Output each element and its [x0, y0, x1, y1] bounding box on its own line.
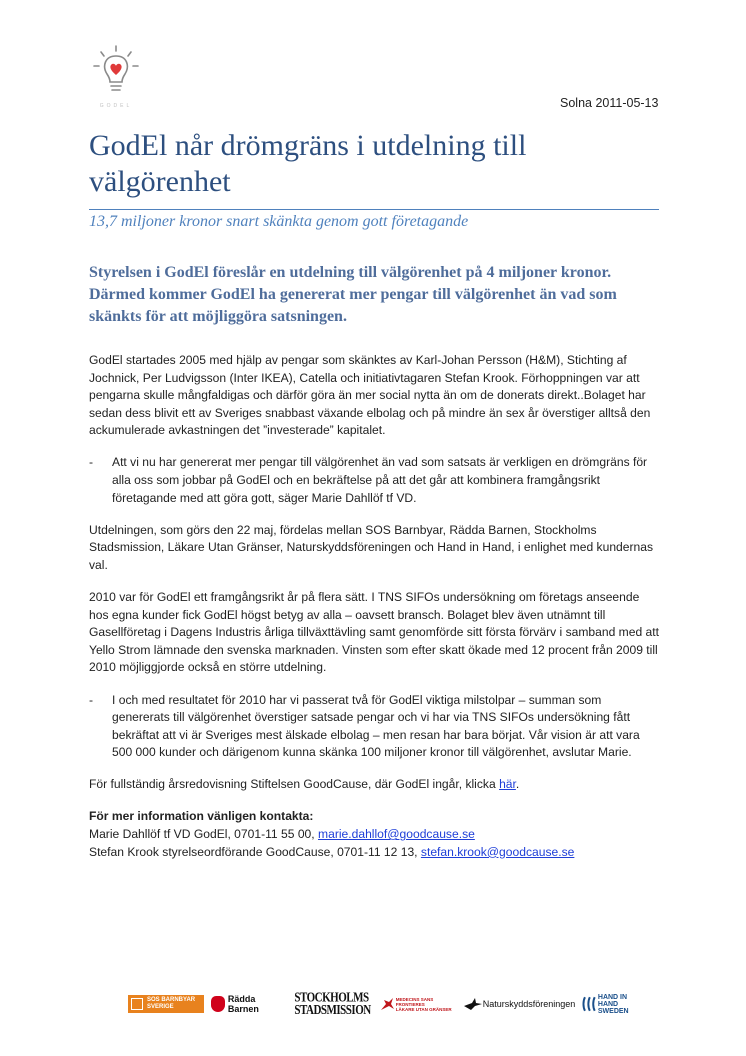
- annual-report-link[interactable]: här: [499, 777, 516, 792]
- contact-stefan-text: Stefan Krook styrelseordförande GoodCause, 0701-11 12 13,: [89, 844, 421, 859]
- radda-barnen-name: Rädda Barnen: [227, 994, 259, 1014]
- stadsmission-line2: STADSMISSION: [294, 1002, 371, 1018]
- quote-block-ceo: [89, 454, 661, 507]
- press-release-date: Solna 2011-05-13: [560, 96, 659, 110]
- stadsmission-line1: STOCKHOLMS: [294, 990, 369, 1006]
- lead-paragraph: Styrelsen i GodEl föreslår en utdelning till välgörenhet på 4 miljoner kronor. Därmed kommer GodEl ha genererat mer pengar till välgörenhet än vad som skänkts för att möjliggöra satsningen.: [89, 264, 617, 325]
- quote-text: I och med resultatet för 2010 har vi passerat två för GodEl viktiga milstolpar – summan som genererats till välgörenhet överstiger satsade pengar och vi har via TNS SIFOs undersökning fått bekräftat att vi är Sveriges mest älskade elbolag – men resan har bara börjat. Vår vision är att vara 500 000 kunder och därigenom kunna skänka 100 miljoner kronor till välgörenhet, avslutar Marie.: [112, 692, 640, 760]
- logo-wordmark: GODEL: [99, 103, 133, 109]
- sos-country: SVERIGE: [147, 1004, 174, 1010]
- article-body: [89, 352, 661, 861]
- quote-dash: -: [89, 455, 94, 470]
- stockholms-stadsmission-logo: [294, 992, 370, 1017]
- stadsmission-text: [294, 992, 370, 1017]
- hih-line2: SWEDEN: [597, 1007, 629, 1015]
- hih-text: [598, 994, 648, 1015]
- naturskydd-name: Naturskyddsföreningen: [482, 999, 576, 1009]
- sos-barnbyar-logo: [128, 995, 204, 1013]
- annual-report-period: .: [515, 777, 520, 792]
- msf-line1: MEDECINS SANS FRONTIERES: [395, 996, 434, 1007]
- godel-lightbulb-heart-logo-icon: [88, 44, 144, 108]
- msf-line2: LÄKARE UTAN GRÄNSER: [395, 1006, 452, 1012]
- contact-marie-text: Marie Dahllöf tf VD GodEl, 0701-11 55 00,: [89, 827, 319, 842]
- radda-barnen-icon: [211, 996, 225, 1012]
- hand-in-hand-icon: [582, 995, 598, 1013]
- msf-text: [396, 997, 456, 1012]
- contact-line-stefan: [89, 844, 661, 862]
- hand-in-hand-logo: [582, 994, 648, 1015]
- paragraph-distribution: Utdelningen, som görs den 22 maj, fördelas mellan SOS Barnbyar, Rädda Barnen, Stockholms Stadsmission, Läkare Utan Gränser, Naturskyddsföreningen och Hand in Hand, i enlighet med kundernas val.: [89, 522, 654, 572]
- paragraph-annual-report: [89, 776, 661, 794]
- naturskyddsforeningen-logo: [463, 997, 576, 1011]
- sos-text: [147, 997, 195, 1011]
- sos-name: SOS BARNBYAR: [147, 997, 196, 1003]
- sos-house-icon: [131, 998, 143, 1010]
- quote-dash: -: [89, 692, 94, 707]
- email-link-stefan[interactable]: stefan.krook@goodcause.se: [420, 844, 575, 859]
- quote-text: Att vi nu har genererat mer pengar till välgörenhet än vad som satsats är verkligen en drömgräns för alla oss som jobbar på GodEl och en bekräftelse på att det går att kombinera framgångsrikt företagande med att göra gott, säger Marie Dahllöf tf VD.: [112, 455, 648, 505]
- radda-barnen-logo: [211, 994, 287, 1014]
- annual-report-text: För fullständig årsredovisning Stiftelsen GoodCause, där GodEl ingår, klicka: [89, 777, 500, 792]
- quote-block-milestones: [89, 692, 661, 762]
- contact-line-marie: [89, 826, 661, 844]
- lakare-utan-granser-logo: [378, 995, 456, 1013]
- email-link-marie[interactable]: marie.dahllof@goodcause.se: [318, 827, 475, 842]
- partner-logos: [128, 990, 648, 1018]
- title-divider: [89, 209, 659, 210]
- contact-section: [89, 808, 661, 861]
- subtitle: 13,7 miljoner kronor snart skänkta genom gott företagande: [89, 213, 469, 230]
- paragraph-background: GodEl startades 2005 med hjälp av pengar som skänktes av Karl-Johan Persson (H&M), Stichting af Jochnick, Per Ludvigsson (Inter IKEA), Catella och initiativtagaren Stefan Krook. Förhoppningen var att pengarna skulle mångfaldigas och därför göra än mer social nytta än om de donerats direkt..Bolaget har sedan dess blivit ett av Sveriges snabbast växande elbolag och på mindre än sex år överstiger alltså den ackumulerade avkastningen det ”investerade” kapitalet.: [89, 353, 651, 438]
- contact-heading: För mer information vänligen kontakta:: [89, 809, 314, 824]
- bird-icon: [463, 997, 483, 1011]
- msf-runner-icon: [378, 995, 396, 1013]
- paragraph-2010-results: 2010 var för GodEl ett framgångsrikt år på flera sätt. I TNS SIFOs undersökning om företags anseende hos egna kunder fick GodEl högst betyg av alla – oavsett bransch. Bolaget blev även utnämnt till Gasellföretag i Dagens Industris årliga tillväxttävling samt genomförde sitt första förvärv i samband med att Yello Strom lämnade den svenska marknaden. Vinsten som efter skatt ökade med 12 procent från 2009 till 2010 möjliggjorde också en större utdelning.: [89, 590, 660, 675]
- hih-line1: HAND IN HAND: [597, 993, 628, 1008]
- page-title: GodEl når drömgräns i utdelning till välgörenhet: [89, 129, 527, 198]
